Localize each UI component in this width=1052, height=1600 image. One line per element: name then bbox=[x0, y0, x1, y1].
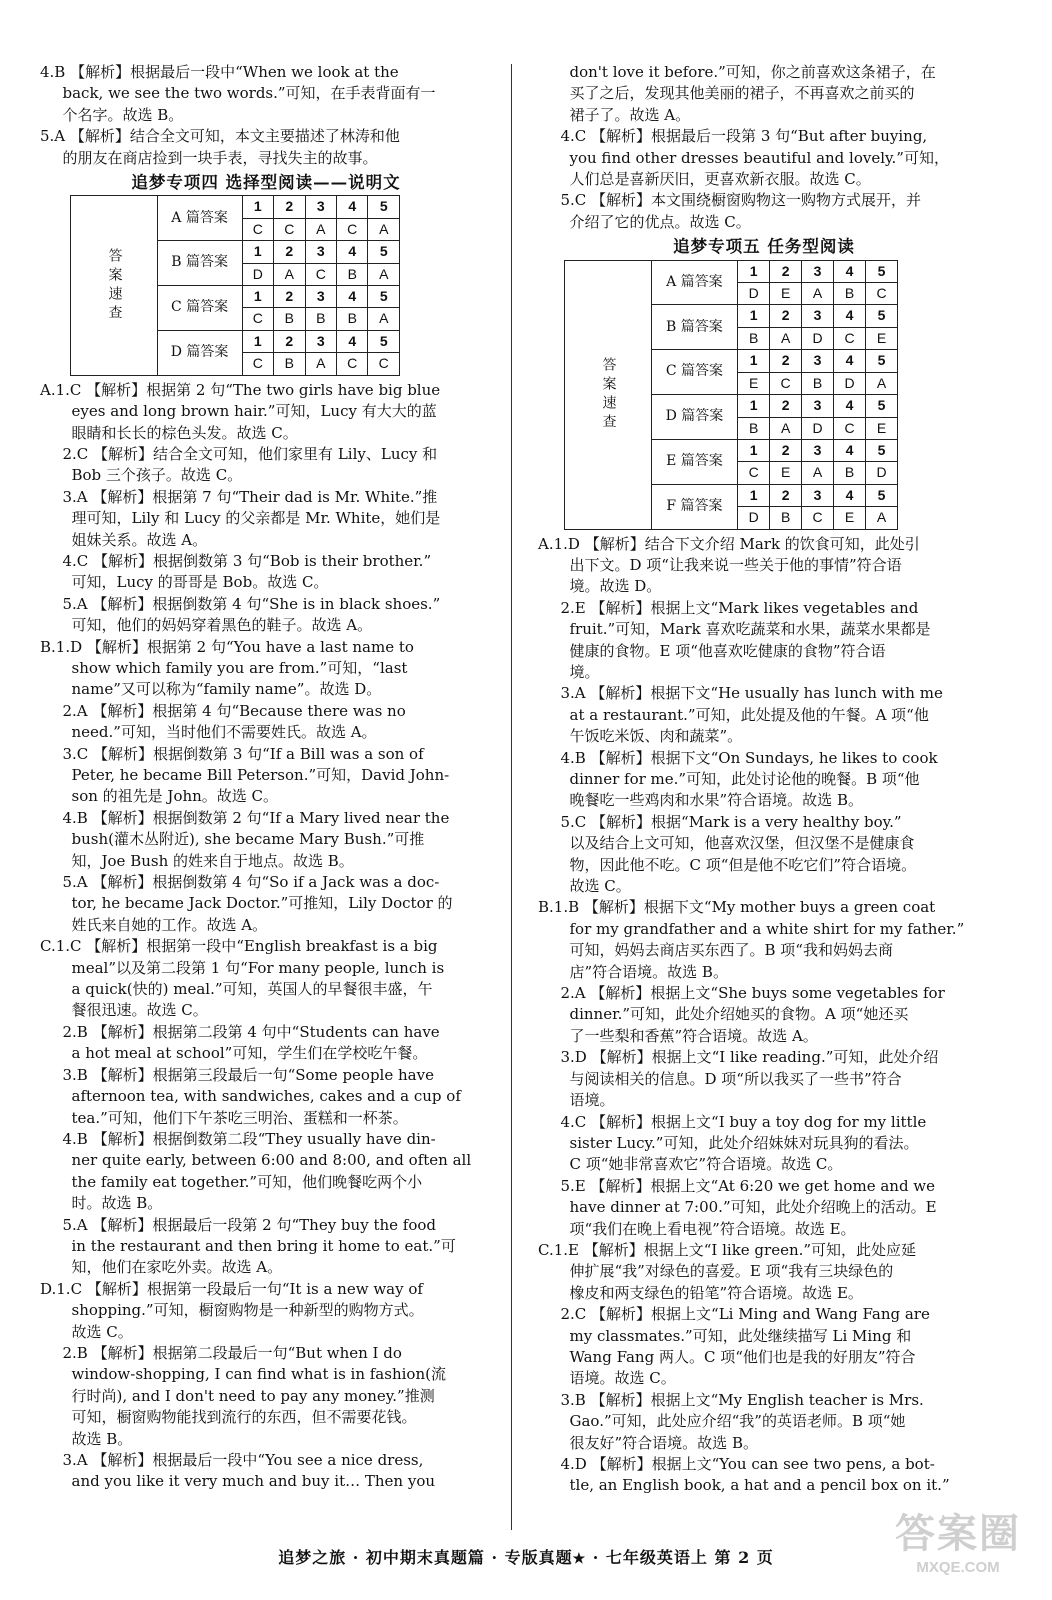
answer-line: dinner.”可知，此处介绍她买的食物。A 项“她还买 bbox=[569, 1005, 909, 1024]
answer-line: 3.A 【解析】根据第 7 句“Their dad is Mr. White.”推 bbox=[62, 487, 438, 506]
section-heading: 追梦专项四 选择型阅读——说明文 bbox=[131, 173, 401, 193]
answer-line: 可知，妈妈去商店买东西了。B 项“我和妈妈去商 bbox=[569, 941, 893, 960]
question-number: 5 bbox=[368, 330, 400, 352]
question-number: 3 bbox=[802, 439, 834, 461]
answer-line: C.1.C 【解析】根据第一段中“English breakfast is a big bbox=[40, 937, 438, 956]
question-number: 1 bbox=[738, 484, 770, 506]
answer-line: 2.A 【解析】根据上文“She buys some vegetables for bbox=[560, 984, 945, 1003]
answer-line: for my grandfather and a white shirt for my father.” bbox=[569, 919, 965, 938]
answer-cell: E bbox=[834, 507, 866, 529]
question-number: 1 bbox=[738, 350, 770, 372]
question-number: 2 bbox=[770, 395, 802, 417]
answer-line: B.1.B 【解析】根据下文“My mother buys a green coat bbox=[538, 898, 936, 917]
answer-line: afternoon tea, with sandwiches, cakes and a cup of bbox=[71, 1087, 461, 1106]
answer-line: bush(灌木丛附近), she became Mary Bush.”可推 bbox=[71, 830, 425, 849]
passage-label: B 篇答案 bbox=[651, 305, 738, 350]
answer-cell: A bbox=[305, 353, 336, 375]
answer-table bbox=[564, 260, 898, 530]
question-number: 5 bbox=[866, 439, 898, 461]
question-number: 5 bbox=[866, 350, 898, 372]
answer-line: 境。故选 D。 bbox=[569, 577, 662, 596]
answer-cell: C bbox=[242, 218, 273, 240]
answer-line: 以及结合上文可知，他喜欢汉堡，但汉堡不是健康食 bbox=[569, 834, 915, 853]
answer-line: sister Lucy.”可知，此处介绍妹妹对玩具狗的看法。 bbox=[569, 1133, 919, 1152]
question-number: 5 bbox=[368, 241, 400, 263]
answer-line: 可知，他们的妈妈穿着黑色的鞋子。故选 A。 bbox=[71, 616, 373, 635]
answer-cell: A bbox=[274, 263, 305, 285]
answer-line: 5.C 【解析】本文围绕橱窗购物这一购物方式展开，并 bbox=[560, 191, 922, 210]
answer-line: 晚餐吃一些鸡肉和水果”符合语境。故选 B。 bbox=[569, 791, 863, 810]
answer-cell: C bbox=[242, 308, 273, 330]
answer-cell: A bbox=[368, 263, 400, 285]
question-number: 1 bbox=[738, 439, 770, 461]
answer-cell: D bbox=[802, 327, 834, 349]
question-number: 3 bbox=[305, 330, 336, 352]
answer-line: meal”以及第二段第 1 句“For many people, lunch is bbox=[71, 958, 445, 977]
answer-cell: B bbox=[337, 308, 368, 330]
answer-line: 裙子了。故选 A。 bbox=[569, 105, 691, 124]
question-number: 4 bbox=[337, 196, 368, 218]
question-number: 5 bbox=[866, 484, 898, 506]
answer-line: 姓氏来自她的工作。故选 A。 bbox=[71, 915, 268, 934]
answer-line: 2.E 【解析】根据上文“Mark likes vegetables and bbox=[560, 598, 919, 617]
question-number: 4 bbox=[834, 439, 866, 461]
answer-line: D.1.C 【解析】根据第一段最后一句“It is a new way of bbox=[40, 1279, 423, 1298]
question-number: 4 bbox=[834, 484, 866, 506]
answer-line: 2.A 【解析】根据第 4 句“Because there was no bbox=[62, 701, 406, 720]
question-number: 5 bbox=[866, 305, 898, 327]
column-divider bbox=[511, 64, 512, 1530]
answer-line: 5.C 【解析】根据“Mark is a very healthy boy.” bbox=[560, 812, 902, 831]
question-number: 1 bbox=[242, 196, 273, 218]
answer-line: 姐妹关系。故选 A。 bbox=[71, 530, 208, 549]
answer-cell: C bbox=[738, 462, 770, 484]
answer-line: tor, he became Jack Doctor.”可推知，Lily Doctor 的 bbox=[71, 894, 453, 913]
answer-line: a quick(快的) meal.”可知，英国人的早餐很丰盛，午 bbox=[71, 980, 433, 999]
answer-cell: C bbox=[337, 353, 368, 375]
star-icon: ★ bbox=[572, 1551, 587, 1567]
answer-line: 知，Joe Bush 的姓来自于地点。故选 B。 bbox=[71, 851, 354, 870]
answer-table-side-label: 答案速查 bbox=[71, 196, 158, 375]
answer-cell: C bbox=[834, 417, 866, 439]
answer-line: dinner for me.”可知，此处讨论他的晚餐。B 项“他 bbox=[569, 770, 920, 788]
answer-line: 健康的食物。E 项“他喜欢吃健康的食物”符合语 bbox=[569, 641, 886, 660]
passage-label: F 篇答案 bbox=[651, 484, 738, 529]
passage-label: C 篇答案 bbox=[651, 350, 738, 395]
footer-right: · 七年级英语上 第 2 页 bbox=[586, 1548, 774, 1567]
question-number: 2 bbox=[770, 350, 802, 372]
question-number: 1 bbox=[242, 241, 273, 263]
answer-line: 4.C 【解析】根据上文“I buy a toy dog for my little bbox=[560, 1112, 927, 1131]
answer-cell: E bbox=[770, 283, 802, 305]
answer-line: 语境。故选 C。 bbox=[569, 1369, 676, 1388]
answer-line: 4.B 【解析】根据下文“On Sundays, he likes to cook bbox=[560, 748, 938, 767]
answer-line: 5.A 【解析】结合全文可知，本文主要描述了林涛和他 bbox=[40, 127, 400, 146]
answer-line: 4.C 【解析】根据最后一段第 3 句“But after buying, bbox=[560, 127, 928, 146]
question-number: 3 bbox=[305, 241, 336, 263]
answer-line: need.”可知，当时他们不需要姓氏。故选 A。 bbox=[71, 723, 377, 742]
answer-line: 2.B 【解析】根据第二段第 4 句中“Students can have bbox=[62, 1022, 440, 1041]
answer-cell: E bbox=[770, 462, 802, 484]
footer-left: 追梦之旅 · 初中期末真题篇 · 专版真题 bbox=[278, 1548, 573, 1567]
answer-cell: E bbox=[866, 417, 898, 439]
answer-line: Bob 三个孩子。故选 C。 bbox=[71, 466, 243, 485]
answer-line: 5.A 【解析】根据倒数第 4 句“She is in black shoes.” bbox=[62, 594, 441, 613]
answer-cell: D bbox=[866, 462, 898, 484]
answer-cell: B bbox=[337, 263, 368, 285]
answer-cell: B bbox=[770, 507, 802, 529]
question-number: 4 bbox=[834, 350, 866, 372]
answer-line: show which family you are from.”可知，“last bbox=[71, 658, 408, 677]
question-number: 5 bbox=[368, 196, 400, 218]
answer-line: 店”符合语境。故选 B。 bbox=[569, 962, 728, 981]
answer-line: tle, an English book, a hat and a pencil box on it.” bbox=[569, 1476, 950, 1495]
answer-line: C 项“她非常喜欢它”符合语境。故选 C。 bbox=[569, 1155, 843, 1174]
answer-cell: A bbox=[866, 372, 898, 394]
answer-line: 介绍了它的优点。故选 C。 bbox=[569, 212, 751, 231]
answer-line: a hot meal at school”可知，学生们在学校吃午餐。 bbox=[71, 1044, 428, 1063]
answer-cell: E bbox=[738, 372, 770, 394]
answer-cell: C bbox=[368, 353, 400, 375]
question-number: 2 bbox=[770, 260, 802, 282]
answer-line: Gao.”可知，此处应介绍“我”的英语老师。B 项“她 bbox=[569, 1412, 906, 1431]
answer-cell: C bbox=[305, 263, 336, 285]
answer-cell: D bbox=[738, 507, 770, 529]
question-number: 3 bbox=[305, 196, 336, 218]
question-number: 3 bbox=[802, 484, 834, 506]
question-number: 4 bbox=[834, 395, 866, 417]
watermark-url: MXQE.COM bbox=[916, 1559, 1000, 1576]
answer-line: son 的祖先是 John。故选 C。 bbox=[71, 787, 279, 806]
answer-line: 餐很迅速。故选 C。 bbox=[71, 1001, 208, 1020]
answer-cell: A bbox=[368, 218, 400, 240]
answer-line: at a restaurant.”可知，此处提及他的午餐。A 项“他 bbox=[569, 705, 929, 724]
answer-line: A.1.D 【解析】结合下文介绍 Mark 的饮食可知，此处引 bbox=[538, 534, 920, 553]
question-number: 4 bbox=[337, 241, 368, 263]
answer-cell: A bbox=[866, 507, 898, 529]
answer-line: 5.A 【解析】根据倒数第 4 句“So if a Jack was a doc- bbox=[62, 873, 440, 892]
answer-line: in the restaurant and then bring it home to eat.”可 bbox=[71, 1236, 456, 1255]
answer-cell: C bbox=[770, 372, 802, 394]
question-number: 4 bbox=[834, 260, 866, 282]
left-column bbox=[40, 62, 492, 1493]
answer-line: A.1.C 【解析】根据第 2 句“The two girls have big blue bbox=[40, 380, 441, 399]
answer-line: 伸扩展“我”对绿色的喜爱。E 项“我有三块绿色的 bbox=[569, 1262, 894, 1281]
question-number: 2 bbox=[770, 305, 802, 327]
answer-cell: B bbox=[738, 417, 770, 439]
answer-line: 5.A 【解析】根据最后一段第 2 句“They buy the food bbox=[62, 1215, 436, 1234]
answer-line: 5.E 【解析】根据上文“At 6:20 we get home and we bbox=[560, 1176, 936, 1195]
answer-line: 3.C 【解析】根据倒数第 3 句“If a Bill was a son of bbox=[62, 744, 424, 763]
passage-label: A 篇答案 bbox=[651, 260, 738, 305]
answer-line: my classmates.”可知，此处继续描写 Li Ming 和 bbox=[569, 1326, 912, 1345]
answer-line: tea.”可知，他们下午茶吃三明治、蛋糕和一杯茶。 bbox=[71, 1108, 408, 1127]
answer-line: 理可知，Lily 和 Lucy 的父亲都是 Mr. White，她们是 bbox=[71, 509, 441, 528]
answer-line: 2.C 【解析】结合全文可知，他们家里有 Lily、Lucy 和 bbox=[62, 444, 438, 463]
answer-line: 3.B 【解析】根据第三段最后一句“Some people have bbox=[62, 1065, 434, 1084]
answer-table bbox=[70, 195, 400, 375]
answer-line: Wang Fang 两人。C 项“他们也是我的好朋友”符合 bbox=[569, 1347, 916, 1366]
question-number: 2 bbox=[274, 286, 305, 308]
answer-cell: B bbox=[305, 308, 336, 330]
question-number: 3 bbox=[802, 260, 834, 282]
answer-line: don't love it before.”可知，你之前喜欢这条裙子，在 bbox=[569, 63, 936, 81]
answer-cell: C bbox=[242, 353, 273, 375]
answer-cell: A bbox=[770, 327, 802, 349]
question-number: 5 bbox=[368, 286, 400, 308]
answer-line: 3.A 【解析】根据下文“He usually has lunch with me bbox=[560, 684, 943, 703]
passage-label: B 篇答案 bbox=[157, 241, 242, 286]
answer-line: 午饭吃米饭、肉和蔬菜”。 bbox=[569, 727, 743, 746]
question-number: 2 bbox=[770, 484, 802, 506]
question-number: 5 bbox=[866, 395, 898, 417]
answer-line: 时。故选 B。 bbox=[71, 1194, 163, 1213]
question-number: 1 bbox=[242, 330, 273, 352]
question-number: 2 bbox=[274, 330, 305, 352]
question-number: 3 bbox=[802, 305, 834, 327]
question-number: 2 bbox=[274, 241, 305, 263]
answer-cell: A bbox=[770, 417, 802, 439]
site-watermark bbox=[878, 1510, 1038, 1588]
question-number: 2 bbox=[274, 196, 305, 218]
answer-line: you find other dresses beautiful and lovely.”可知， bbox=[569, 148, 949, 167]
question-number: 1 bbox=[738, 305, 770, 327]
answer-line: 2.B 【解析】根据第二段最后一句“But when I do bbox=[62, 1343, 402, 1362]
answer-line: 橡皮和两支绿色的铅笔”符合语境。故选 E。 bbox=[569, 1283, 863, 1302]
answer-line: 个名字。故选 B。 bbox=[62, 105, 184, 124]
question-number: 3 bbox=[305, 286, 336, 308]
answer-line: window-shopping, I can find what is in fashion(流 bbox=[71, 1365, 446, 1384]
answer-line: 出下文。D 项“让我来说一些关于他的事情”符合语 bbox=[569, 555, 902, 574]
answer-line: shopping.”可知，橱窗购物是一种新型的购物方式。 bbox=[71, 1301, 424, 1320]
answer-line: 故选 B。 bbox=[71, 1429, 133, 1448]
answer-line: 3.B 【解析】根据上文“My English teacher is Mrs. bbox=[560, 1390, 924, 1409]
answer-line: 3.A 【解析】根据最后一段中“You see a nice dress, bbox=[62, 1451, 424, 1469]
question-number: 2 bbox=[770, 439, 802, 461]
answer-line: 4.C 【解析】根据倒数第 3 句“Bob is their brother.” bbox=[62, 551, 432, 570]
passage-label: C 篇答案 bbox=[157, 286, 242, 331]
answer-line: 故选 C。 bbox=[569, 877, 631, 896]
answer-cell: B bbox=[274, 308, 305, 330]
answer-line: 2.C 【解析】根据上文“Li Ming and Wang Fang are bbox=[560, 1305, 930, 1324]
passage-label: E 篇答案 bbox=[651, 439, 738, 484]
question-number: 3 bbox=[802, 350, 834, 372]
answer-line: 4.D 【解析】根据上文“You can see two pens, a bot- bbox=[560, 1455, 935, 1473]
question-number: 4 bbox=[834, 305, 866, 327]
question-number: 3 bbox=[802, 395, 834, 417]
answer-cell: C bbox=[274, 218, 305, 240]
answer-line: C.1.E 【解析】根据上文“I like green.”可知，此处应延 bbox=[538, 1240, 917, 1259]
passage-label: D 篇答案 bbox=[157, 330, 242, 375]
passage-label: D 篇答案 bbox=[651, 395, 738, 440]
answer-line: 可知，橱窗购物能找到流行的东西，但不需要花钱。 bbox=[71, 1408, 417, 1427]
answer-line: 很友好”符合语境。故选 B。 bbox=[569, 1433, 758, 1452]
answer-line: have dinner at 7:00.”可知，此处介绍晚上的活动。E bbox=[569, 1198, 937, 1217]
answer-line: 眼睛和长长的棕色头发。故选 C。 bbox=[71, 423, 298, 442]
question-number: 1 bbox=[738, 395, 770, 417]
answer-cell: B bbox=[802, 372, 834, 394]
answer-cell: D bbox=[242, 263, 273, 285]
section-heading: 追梦专项五 任务型阅读 bbox=[673, 237, 855, 257]
answer-line: 与阅读相关的信息。D 项“所以我买了一些书”符合 bbox=[569, 1069, 902, 1088]
answer-cell: E bbox=[866, 327, 898, 349]
answer-cell: A bbox=[305, 218, 336, 240]
answer-line: eyes and long brown hair.”可知，Lucy 有大大的蓝 bbox=[71, 402, 437, 421]
answer-cell: A bbox=[368, 308, 400, 330]
answer-line: 项“我们在晚上看电视”符合语境。故选 E。 bbox=[569, 1219, 856, 1238]
answer-line: 买了之后，发现其他美丽的裙子，不再喜欢之前买的 bbox=[569, 84, 915, 103]
answer-line: and you like it very much and buy it… Then you bbox=[71, 1472, 436, 1491]
answer-cell: C bbox=[337, 218, 368, 240]
answer-cell: A bbox=[802, 283, 834, 305]
answer-line: fruit.”可知，Mark 喜欢吃蔬菜和水果，蔬菜水果都是 bbox=[569, 620, 931, 639]
question-number: 4 bbox=[337, 330, 368, 352]
answer-cell: B bbox=[738, 327, 770, 349]
answer-line: ner quite early, between 6:00 and 8:00, and often all bbox=[71, 1151, 472, 1170]
answer-table-side-label: 答案速查 bbox=[565, 260, 652, 529]
question-number: 5 bbox=[866, 260, 898, 282]
answer-line: Peter, he became Bill Peterson.”可知，David John- bbox=[71, 766, 450, 784]
answer-cell: C bbox=[866, 283, 898, 305]
answer-cell: B bbox=[834, 283, 866, 305]
answer-line: 4.B 【解析】根据倒数第 2 句“If a Mary lived near the bbox=[62, 808, 450, 827]
answer-line: 行时尚), and I don't need to pay any money.”推测 bbox=[71, 1386, 435, 1405]
answer-line: 境。 bbox=[569, 662, 600, 681]
answer-line: 4.B 【解析】根据倒数第二段“They usually have din- bbox=[62, 1129, 436, 1148]
answer-line: 物，因此他不吃。C 项“但是他不吃它们”符合语境。 bbox=[569, 855, 917, 874]
passage-label: A 篇答案 bbox=[157, 196, 242, 241]
question-number: 4 bbox=[337, 286, 368, 308]
answer-line: 语境。 bbox=[569, 1091, 615, 1110]
answer-line: name”又可以称为“family name”。故选 D。 bbox=[71, 680, 382, 699]
answer-line: 了一些梨和香蕉”符合语境。故选 A。 bbox=[569, 1026, 818, 1045]
answer-line: 的朋友在商店捡到一块手表，寻找失主的故事。 bbox=[62, 148, 378, 167]
question-number: 1 bbox=[242, 286, 273, 308]
answer-cell: B bbox=[834, 462, 866, 484]
answer-cell: C bbox=[834, 327, 866, 349]
answer-cell: D bbox=[802, 417, 834, 439]
answer-line: 人们总是喜新厌旧，更喜欢新衣服。故选 C。 bbox=[569, 170, 871, 189]
answer-cell: A bbox=[802, 462, 834, 484]
answer-line: 可知，Lucy 的哥哥是 Bob。故选 C。 bbox=[71, 573, 329, 592]
answer-line: the family eat together.”可知，他们晚餐吃两个小 bbox=[71, 1172, 423, 1191]
right-column bbox=[538, 62, 990, 1497]
answer-line: 知，他们在家吃外卖。故选 A。 bbox=[71, 1258, 283, 1277]
answer-cell: C bbox=[802, 507, 834, 529]
answer-line: B.1.D 【解析】根据第 2 句“You have a last name to bbox=[40, 637, 414, 656]
answer-cell: D bbox=[738, 283, 770, 305]
answer-line: 4.B 【解析】根据最后一段中“When we look at the bbox=[40, 63, 399, 81]
answer-line: 故选 C。 bbox=[71, 1322, 133, 1341]
answer-cell: D bbox=[834, 372, 866, 394]
answer-line: 3.D 【解析】根据上文“I like reading.”可知，此处介绍 bbox=[560, 1048, 939, 1067]
answer-cell: B bbox=[274, 353, 305, 375]
answer-line: back, we see the two words.”可知，在手表背面有一 bbox=[62, 84, 436, 103]
question-number: 1 bbox=[738, 260, 770, 282]
watermark-logo: 答案圈 bbox=[895, 1512, 1021, 1556]
